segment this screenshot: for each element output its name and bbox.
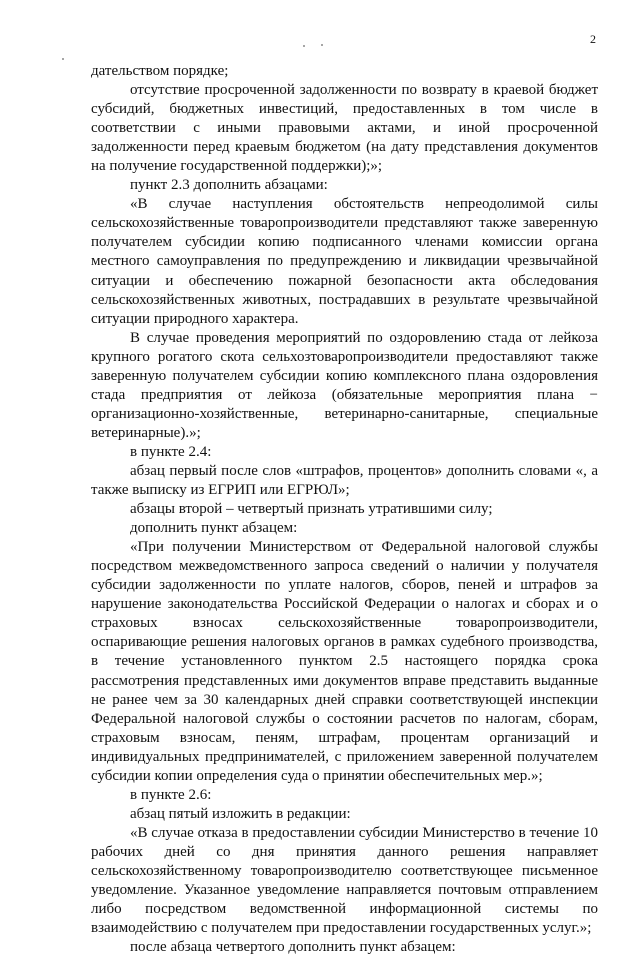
paragraph: «При получении Министерством от Федеральной налоговой службы посредством межведомственного запроса сведений о наличии у получателя субсидии задолженности по уплате налогов, сборов, пеней и штрафов за нарушение законодательства Российской Федерации о налогах и сборах и о страховых взносах сельскохозяйственные товаропроизводители, оспаривающие решения налоговых органов в рамках судебного производства, в течение установленного пунктом 2.5 настоящего порядка срока рассмотрения представленных ими документов вправе представить выданные не ранее чем за 30 календарных дней справки соответствующей инспекции Федеральной налоговой службы о состоянии расчетов по налогам, сборам, страховым взносам, пеням, штрафам, процентам организаций и индивидуальных предпринимателей, с приложением заверенной получателем субсидии копии определения суда о принятии обеспечительных мер.»; — [91, 539, 598, 784]
paragraph: в пункте 2.4: — [130, 443, 212, 460]
paragraph: в пункте 2.6: — [130, 786, 212, 803]
paragraph: В случае проведения мероприятий по оздоровлению стада от лейкоза крупного рогатого скота сельхозтоваропроизводители предоставляют также заверенную получателем субсидии копию комплексного плана оздоровления стада предприятия от лейкоза (обязательные мероприятия плана − организационно-хозяйственные, ветеринарно-санитарные, специальные ветеринарные).»; — [91, 329, 598, 441]
paragraph: абзац первый после слов «штрафов, процентов» дополнить словами «, а также выписку из ЕГРИП или ЕГРЮЛ»; — [91, 462, 598, 499]
page-number: 2 — [590, 32, 596, 46]
scan-speck — [321, 44, 323, 46]
paragraph: пункт 2.3 дополнить абзацами: — [130, 177, 328, 194]
scan-speck — [303, 45, 305, 47]
paragraph: «В случае наступления обстоятельств непреодолимой силы сельскохозяйственные товаропроизводители представляют также заверенную получателем субсидии копию подписанного членами комиссии органа местного самоуправления по предупреждению и ликвидации чрезвычайной ситуации и обеспечению пожарной безопасности акта обследования сельскохозяйственных животных, пострадавших в результате чрезвычайной ситуации природного характера. — [91, 196, 598, 327]
paragraph: абзац пятый изложить в редакции: — [130, 805, 351, 822]
paragraph: после абзаца четвертого дополнить пункт абзацем: — [130, 939, 456, 956]
paragraph: отсутствие просроченной задолженности по возврату в краевой бюджет субсидий, бюджетных инвестиций, предоставленных в том числе в соответствии с иными правовыми актами, и иной просроченной задолженности перед краевым бюджетом (на дату представления документов на получение государственной поддержки);»; — [91, 82, 598, 175]
document-body — [91, 62, 598, 957]
paragraph: абзацы второй – четвертый признать утратившими силу; — [130, 501, 493, 518]
paragraph: дополнить пункт абзацем: — [130, 520, 298, 537]
paragraph: «В случае отказа в предоставлении субсидии Министерство в течение 10 рабочих дней со дня принятия данного решения направляет сельскохозяйственному товаропроизводителю соответствующее письменное уведомление. Указанное уведомление направляется почтовым отправлением либо посредством ведомственной информационной системы по взаимодействию с получателем при предоставлении государственных услуг.»; — [91, 824, 598, 937]
paragraph: дательством порядке; — [91, 63, 229, 79]
scan-speck — [62, 58, 64, 60]
